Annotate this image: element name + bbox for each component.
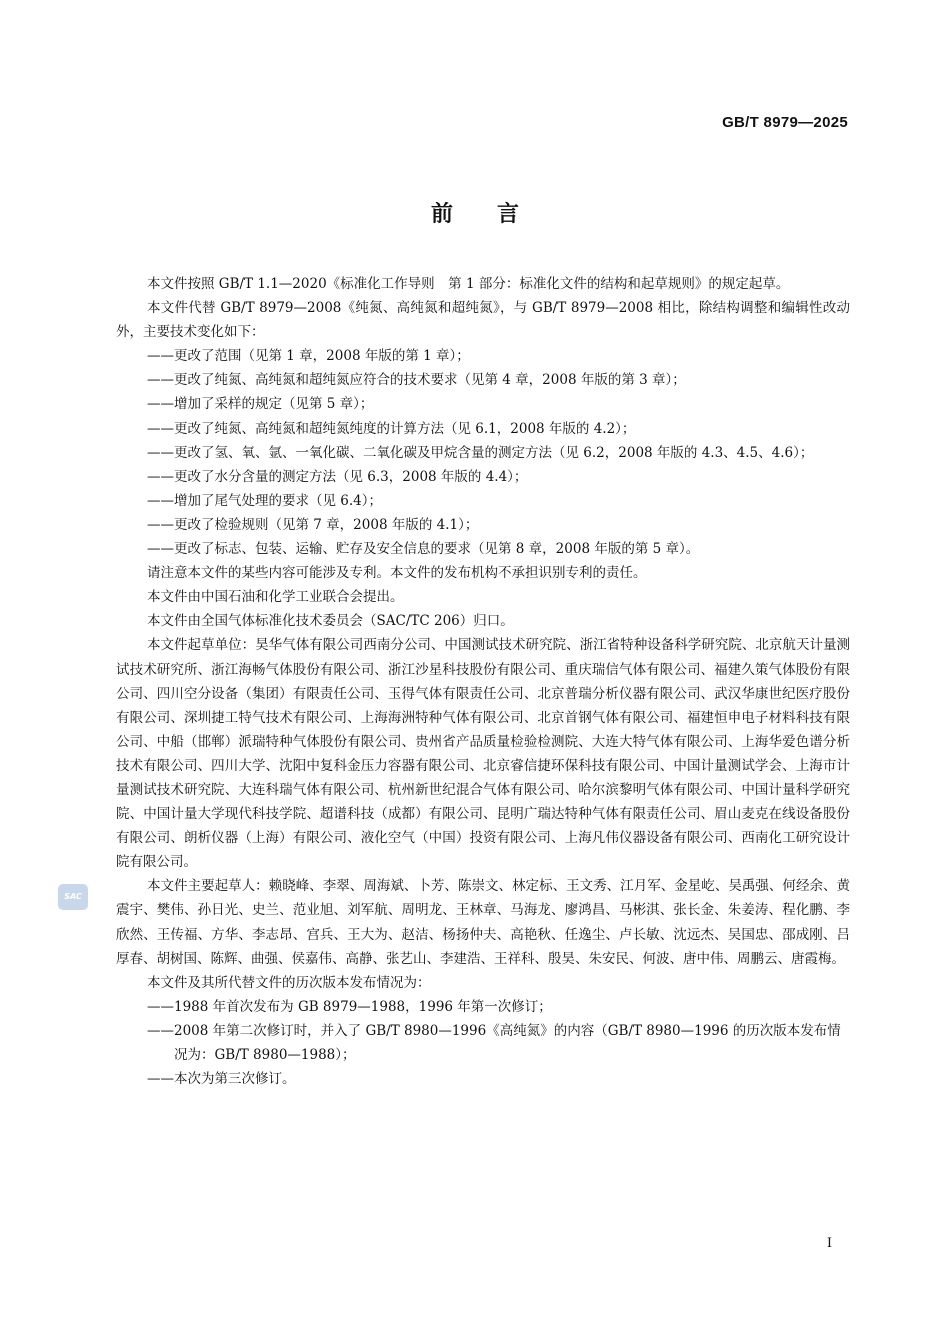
change-item: ——更改了纯氮、高纯氮和超纯氮纯度的计算方法（见 6.1，2008 年版的 4.2）；	[147, 420, 636, 437]
patent-notice: 请注意本文件的某些内容可能涉及专利。本文件的发布机构不承担识别专利的责任。	[147, 565, 647, 582]
main-drafters: 本文件主要起草人：赖晓峰、李翠、周海斌、卜芳、陈崇文、林定标、王文秀、江月军、金星屹、吴禹强、何经余、黄震宇、樊伟、孙日光、史兰、范业旭、刘军航、周明龙、王林章、马海龙、廖鸿昌、马彬淇、张长金、朱姜涛、程化鹏、李欣然、王传福、方华、李志昂、宫兵、王大为、赵洁、杨扬仲夫、高艳秋、任逸尘、卢长敏、沈远杰、吴国忠、邵成刚、吕厚春、胡树国、陈辉、曲强、侯嘉伟、高静、张艺山、李建浩、王祥科、殷昊、朱安民、何波、唐中伟、周鹏云、唐霞梅。	[116, 878, 850, 967]
sac-watermark-text: SAC	[64, 892, 82, 901]
history-item: ——1988 年首次发布为 GB 8979—1988，1996 年第一次修订；	[147, 998, 552, 1015]
standard-number: GB/T 8979—2025	[722, 114, 848, 131]
change-item: ——更改了氢、氧、氩、一氧化碳、二氧化碳及甲烷含量的测定方法（见 6.2，2008 年版的 4.3、4.5、4.6）；	[147, 444, 814, 461]
document-body	[116, 272, 850, 1091]
change-item: ——更改了标志、包装、运输、贮存及安全信息的要求（见第 8 章，2008 年版的第 5 章）。	[147, 541, 700, 558]
paragraph-replacement: 本文件代替 GB/T 8979—2008《纯氮、高纯氮和超纯氮》，与 GB/T 8979—2008 相比，除结构调整和编辑性改动外，主要技术变化如下：	[116, 300, 850, 341]
change-item: ——更改了水分含量的测定方法（见 6.3，2008 年版的 4.4）；	[147, 468, 528, 485]
centralized-by: 本文件由全国气体标准化技术委员会（SAC/TC 206）归口。	[147, 613, 514, 630]
history-item: ——本次为第三次修订。	[147, 1071, 296, 1088]
change-item: ——更改了检验规则（见第 7 章，2008 年版的 4.1）；	[147, 516, 479, 533]
history-item: ——2008 年第二次修订时，并入了 GB/T 8980—1996《高纯氮》的内容（GB/T 8980—1996 的历次版本发布情况为：GB/T 8980—1988）；	[147, 1022, 841, 1063]
history-intro: 本文件及其所代替文件的历次版本发布情况为：	[147, 974, 431, 991]
paragraph-drafting-rules: 本文件按照 GB/T 1.1—2020《标准化工作导则 第 1 部分：标准化文件的结构和起草规则》的规定起草。	[147, 276, 790, 292]
proposed-by: 本文件由中国石油和化学工业联合会提出。	[147, 589, 404, 606]
change-item: ——更改了纯氮、高纯氮和超纯氮应符合的技术要求（见第 4 章，2008 年版的第 3 章）；	[147, 372, 686, 389]
change-item: ——增加了采样的规定（见第 5 章）；	[147, 396, 374, 413]
page-title: 前言	[430, 202, 563, 227]
drafting-units: 本文件起草单位：昊华气体有限公司西南分公司、中国测试技术研究院、浙江省特种设备科学研究院、北京航天计量测试技术研究所、浙江海畅气体股份有限公司、浙江沙星科技股份有限公司、重庆瑞信气体有限公司、福建久策气体股份有限公司、四川空分设备（集团）有限责任公司、玉得气体有限责任公司、北京普瑞分析仪器有限公司、武汉华康世纪医疗股份有限公司、深圳捷工特气技术有限公司、上海海洲特种气体有限公司、北京首钢气体有限公司、福建恒申电子材料科技有限公司、中船（邯郸）派瑞特种气体股份有限公司、贵州省产品质量检验检测院、大连大特气体有限公司、上海华爱色谱分析技术有限公司、四川大学、沈阳中复科金压力容器有限公司、北京睿信捷环保科技有限公司、中国计量测试学会、上海市计量测试技术研究院、大连科瑞气体有限公司、杭州新世纪混合气体有限公司、哈尔滨黎明气体有限公司、中国计量科学研究院、中国计量大学现代科技学院、超谱科技（成都）有限公司、昆明广瑞达特种气体有限责任公司、眉山麦克在线设备股份有限公司、朗析仪器（上海）有限公司、液化空气（中国）投资有限公司、上海凡伟仪器设备有限公司、西南化工研究设计院有限公司。	[116, 637, 850, 871]
sac-watermark-logo	[58, 884, 88, 910]
change-item: ——更改了范围（见第 1 章，2008 年版的第 1 章）；	[147, 348, 470, 365]
change-item: ——增加了尾气处理的要求（见 6.4）；	[147, 492, 383, 509]
page-number: I	[826, 1236, 832, 1251]
